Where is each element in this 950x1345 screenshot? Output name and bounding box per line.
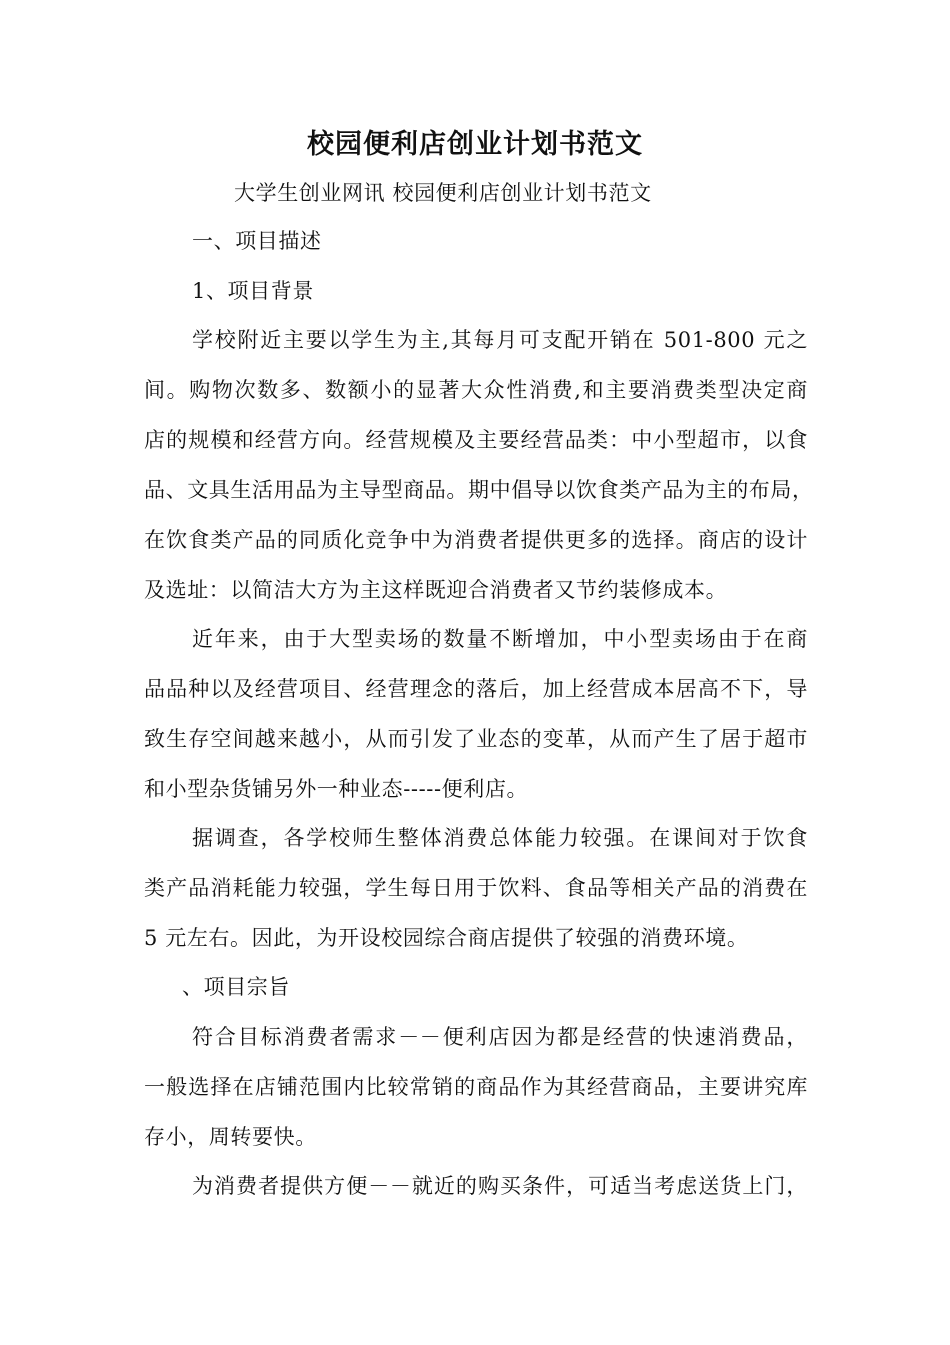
subsection-heading: 1、项目背景 (192, 279, 314, 303)
paragraph-line: 间。购物次数多、数额小的显著大众性消费,和主要消费类型决定商 (144, 378, 808, 402)
paragraph-line: 类产品消耗能力较强，学生每日用于饮料、食品等相关产品的消费在 (144, 876, 808, 900)
paragraph-line: 据调查，各学校师生整体消费总体能力较强。在课间对于饮食 (192, 826, 808, 850)
document-subtitle: 大学生创业网讯 校园便利店创业计划书范文 (234, 181, 652, 205)
paragraph-line: 店的规模和经营方向。经营规模及主要经营品类：中小型超市，以食 (144, 428, 808, 452)
paragraph-line: 为消费者提供方便－－就近的购买条件，可适当考虑送货上门， (192, 1174, 808, 1198)
section-heading: 、项目宗旨 (182, 975, 290, 999)
paragraph-line: 致生存空间越来越小，从而引发了业态的变革，从而产生了居于超市 (144, 727, 808, 751)
paragraph-line: 和小型杂货铺另外一种业态-----便利店。 (144, 777, 529, 801)
paragraph-line: 一般选择在店铺范围内比较常销的商品作为其经营商品，主要讲究库 (144, 1075, 808, 1099)
paragraph-line: 品品种以及经营项目、经营理念的落后，加上经营成本居高不下，导 (144, 677, 808, 701)
document-title: 校园便利店创业计划书范文 (307, 129, 643, 160)
paragraph-line: 符合目标消费者需求－－便利店因为都是经营的快速消费品， (192, 1025, 808, 1049)
paragraph-line: 及选址：以简洁大方为主这样既迎合消费者又节约装修成本。 (144, 578, 728, 602)
section-heading: 一、项目描述 (192, 229, 322, 253)
paragraph-line: 在饮食类产品的同质化竞争中为消费者提供更多的选择。商店的设计 (144, 528, 808, 552)
paragraph-line: 品、文具生活用品为主导型商品。期中倡导以饮食类产品为主的布局， (144, 478, 814, 502)
paragraph-line: 5 元左右。因此，为开设校园综合商店提供了较强的消费环境。 (144, 926, 749, 950)
paragraph-line: 存小，周转要快。 (144, 1125, 317, 1149)
paragraph-line: 学校附近主要以学生为主,其每月可支配开销在 501-800 元之 (192, 328, 808, 352)
paragraph-line: 近年来，由于大型卖场的数量不断增加，中小型卖场由于在商 (192, 627, 808, 651)
